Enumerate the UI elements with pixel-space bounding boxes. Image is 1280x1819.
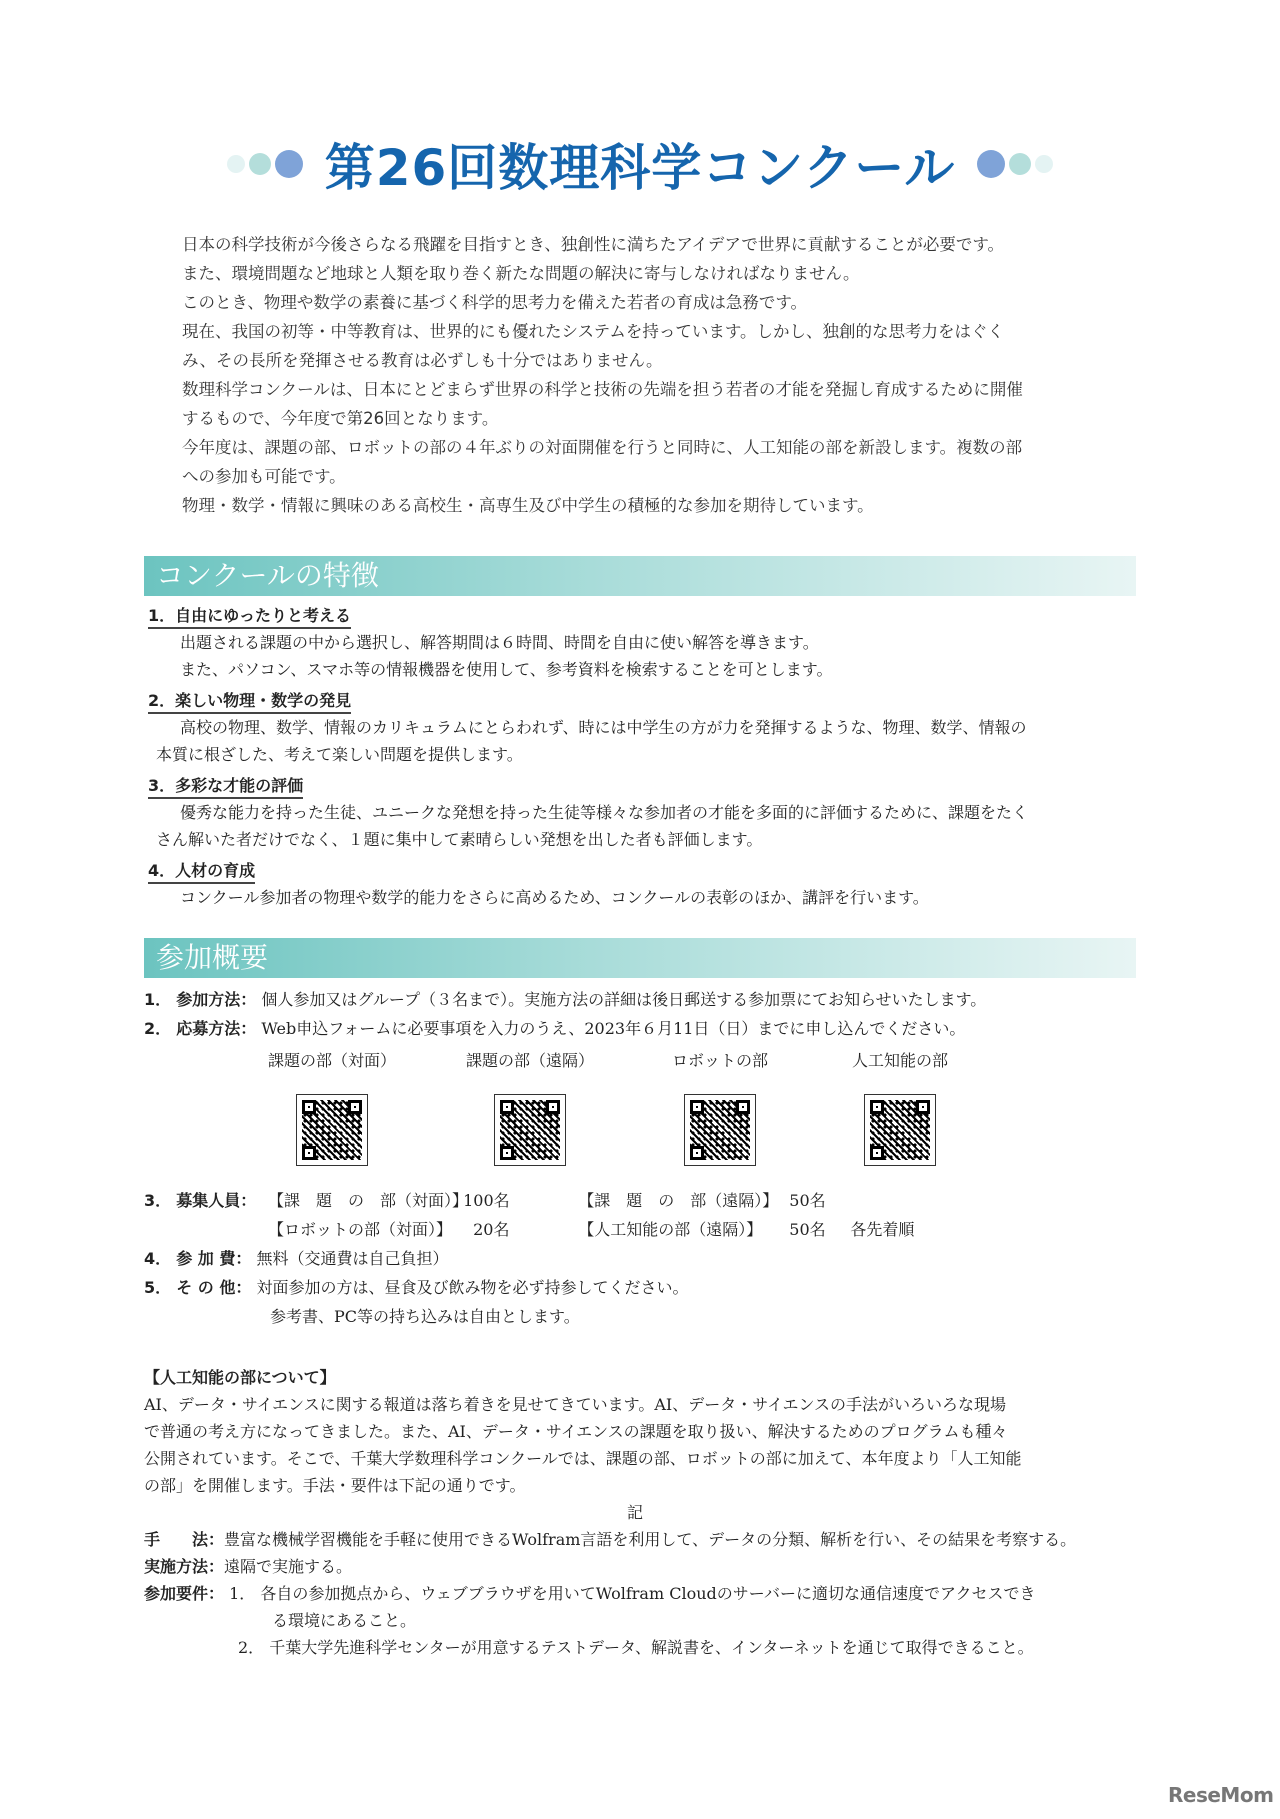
item-label: 実施方法： <box>144 1557 225 1576</box>
feature-item <box>144 857 1144 911</box>
section-heading-features: コンクールの特徴 <box>144 556 1136 596</box>
intro-line: 数理科学コンクールは、日本にとどまらず世界の科学と技術の先端を担う若者の才能を発掘し育成するために開催 <box>182 380 1023 399</box>
dot-icon <box>977 150 1005 178</box>
recruit-category: 【ロボットの部（対面）】 <box>268 1220 453 1239</box>
item-number: 3． <box>144 1191 172 1210</box>
feature-body: 優秀な能力を持った生徒、ユニークな発想を持った生徒等様々な参加者の才能を多面的に評価するために、課題をたく <box>180 803 1029 822</box>
feature-body: 出題される課題の中から選択し、解答期間は６時間、時間を自由に使い解答を導きます。 <box>180 633 819 652</box>
intro-line: 現在、我国の初等・中等教育は、世界的にも優れたシステムを持っています。しかし、独創的な思考力をはぐく <box>182 322 1005 341</box>
req-text: 千葉大学先進科学センターが用意するテストデータ、解説書を、インターネットを通じて取得できること。 <box>269 1638 1034 1657</box>
dot-icon <box>1035 155 1053 173</box>
feature-title: 2．楽しい物理・数学の発見 <box>148 690 351 714</box>
recruit-count: 20名 <box>473 1220 510 1239</box>
item-number: 1． <box>144 990 172 1009</box>
watermark-logo: ReseMom <box>1168 1783 1274 1807</box>
qr-label: 人工知能の部 <box>851 1051 948 1070</box>
title-row <box>0 128 1280 200</box>
overview-method <box>144 986 986 1013</box>
item-text: 無料（交通費は自己負担） <box>256 1249 449 1268</box>
req-number: 1． <box>229 1584 256 1603</box>
section-heading-overview: 参加概要 <box>144 938 1136 978</box>
feature-title: 4．人材の育成 <box>148 860 255 884</box>
ai-req-2 <box>144 1634 1136 1661</box>
ai-paragraph-line: 公開されています。そこで、千葉大学数理科学コンクールでは、課題の部、ロボットの部に加えて、本年度より「人工知能 <box>144 1449 1022 1468</box>
feature-body: コンクール参加者の物理や数学的能力をさらに高めるため、コンクールの表彰のほか、講評を行います。 <box>180 888 929 907</box>
feature-item <box>144 602 1144 683</box>
feature-body: 本質に根ざした、考えて楽しい問題を提供します。 <box>156 745 523 764</box>
qr-code-icon[interactable] <box>296 1094 368 1166</box>
ki-mark: 記 <box>626 1503 643 1522</box>
item-label: そ の 他： <box>176 1278 252 1297</box>
recruit-row <box>268 1216 914 1243</box>
ai-paragraph-line: で普通の考え方になってきました。また、AI、データ・サイエンスの課題を取り扱い、解決するためのプログラムも種々 <box>144 1422 1008 1441</box>
dot-icon <box>1009 153 1031 175</box>
qr-item[interactable] <box>440 1050 620 1166</box>
intro-line: このとき、物理や数学の素養に基づく科学的思考力を備えた若者の育成は急務です。 <box>182 293 808 312</box>
qr-code-icon[interactable] <box>864 1094 936 1166</box>
intro-line: み、その長所を発揮させる教育は必ずしも十分ではありません。 <box>182 351 663 370</box>
recruit-category: 【課 題 の 部（遠隔）】 <box>578 1191 779 1210</box>
qr-code-row <box>250 1050 970 1180</box>
ai-method <box>144 1526 1136 1553</box>
intro-line: 日本の科学技術が今後さらなる飛躍を目指すとき、独創性に満ちたアイデアで世界に貢献することが必要です。 <box>182 235 1005 254</box>
item-number: 4． <box>144 1249 172 1268</box>
recruit-count: 50名 <box>789 1191 826 1210</box>
recruit-count: 50名 <box>789 1220 826 1239</box>
recruit-row <box>268 1187 826 1214</box>
feature-body: 高校の物理、数学、情報のカリキュラムにとらわれず、時には中学生の方が力を発揮するような、物理、数学、情報の <box>180 718 1027 737</box>
intro-line: への参加も可能です。 <box>182 467 346 486</box>
ai-impl <box>144 1553 1136 1580</box>
features-list <box>144 602 1144 911</box>
req-number: 2． <box>238 1638 265 1657</box>
item-label: 応募方法： <box>176 1019 257 1038</box>
qr-code-icon[interactable] <box>494 1094 566 1166</box>
feature-title: 3．多彩な才能の評価 <box>148 775 303 799</box>
intro-line: 物理・数学・情報に興味のある高校生・高専生及び中学生の積極的な参加を期待しています。 <box>182 496 874 515</box>
item-label: 手 法： <box>144 1530 225 1549</box>
item-label: 参 加 費： <box>176 1249 252 1268</box>
intro-line: また、環境問題など地球と人類を取り巻く新たな問題の解決に寄与しなければなりません。 <box>182 264 860 283</box>
ai-section <box>144 1364 1136 1661</box>
qr-item[interactable] <box>630 1050 810 1166</box>
feature-title: 1．自由にゆったりと考える <box>148 605 351 629</box>
ai-section-heading: 【人工知能の部について】 <box>144 1368 336 1387</box>
left-dots-decoration <box>227 150 303 178</box>
feature-body: また、パソコン、スマホ等の情報機器を使用して、参考資料を検索することを可とします。 <box>180 660 833 679</box>
recruit-note: 各先着順 <box>850 1220 915 1239</box>
overview-apply <box>144 1015 965 1042</box>
overview-other <box>144 1274 689 1301</box>
item-label: 参加方法： <box>176 990 257 1009</box>
ai-paragraph-line: の部」を開催します。手法・要件は下記の通りです。 <box>144 1476 526 1495</box>
intro-line: するもので、今年度で第26回となります。 <box>182 409 499 428</box>
overview-other-line2: 参考書、PC等の持ち込みは自由とします。 <box>270 1307 580 1326</box>
qr-item[interactable] <box>242 1050 422 1166</box>
qr-label: ロボットの部 <box>671 1051 768 1070</box>
item-text: 遠隔で実施する。 <box>224 1557 353 1576</box>
req-text-cont: る環境にあること。 <box>272 1611 417 1630</box>
intro-line: 今年度は、課題の部、ロボットの部の４年ぶりの対面開催を行うと同時に、人工知能の部を新設します。複数の部 <box>182 438 1023 457</box>
item-text: 個人参加又はグループ（３名まで）。実施方法の詳細は後日郵送する参加票にてお知らせいたします。 <box>261 990 987 1009</box>
req-text: 各自の参加拠点から、ウェブブラウザを用いてWolfram Cloudのサーバーに適切な通信速度でアクセスでき <box>260 1584 1036 1603</box>
qr-code-icon[interactable] <box>684 1094 756 1166</box>
feature-body: さん解いた者だけでなく、１題に集中して素晴らしい発想を出した者も評価します。 <box>156 830 763 849</box>
qr-item[interactable] <box>810 1050 990 1166</box>
dot-icon <box>227 155 245 173</box>
item-label: 募集人員： <box>176 1191 257 1210</box>
right-dots-decoration <box>977 150 1053 178</box>
dot-icon <box>275 150 303 178</box>
item-label: 参加要件： <box>144 1584 225 1603</box>
item-text: Web申込フォームに必要事項を入力のうえ、2023年６月11日（日）までに申し込んでください。 <box>261 1019 966 1038</box>
qr-label: 課題の部（遠隔） <box>465 1051 594 1070</box>
item-number: 5． <box>144 1278 172 1297</box>
recruit-category: 【課 題 の 部（対面）】 <box>268 1191 469 1210</box>
intro-text <box>182 230 1102 520</box>
recruit-category: 【人工知能の部（遠隔）】 <box>578 1220 763 1239</box>
page-title: 第26回数理科学コンクール <box>324 139 956 197</box>
overview-fee <box>144 1245 449 1272</box>
item-text: 対面参加の方は、昼食及び飲み物を必ず持参してください。 <box>256 1278 689 1297</box>
dot-icon <box>249 153 271 175</box>
feature-item <box>144 772 1144 853</box>
ai-paragraph-line: AI、データ・サイエンスに関する報道は落ち着きを見せてきています。AI、データ・サイエンスの手法がいろいろな現場 <box>144 1395 1006 1414</box>
qr-label: 課題の部（対面） <box>267 1051 396 1070</box>
item-text: 豊富な機械学習機能を手軽に使用できるWolfram言語を利用して、データの分類、解析を行い、その結果を考察する。 <box>224 1530 1077 1549</box>
overview-recruit <box>144 1187 256 1214</box>
feature-item <box>144 687 1144 768</box>
item-number: 2． <box>144 1019 172 1038</box>
recruit-count: 100名 <box>463 1191 510 1210</box>
ai-req <box>144 1580 1136 1607</box>
